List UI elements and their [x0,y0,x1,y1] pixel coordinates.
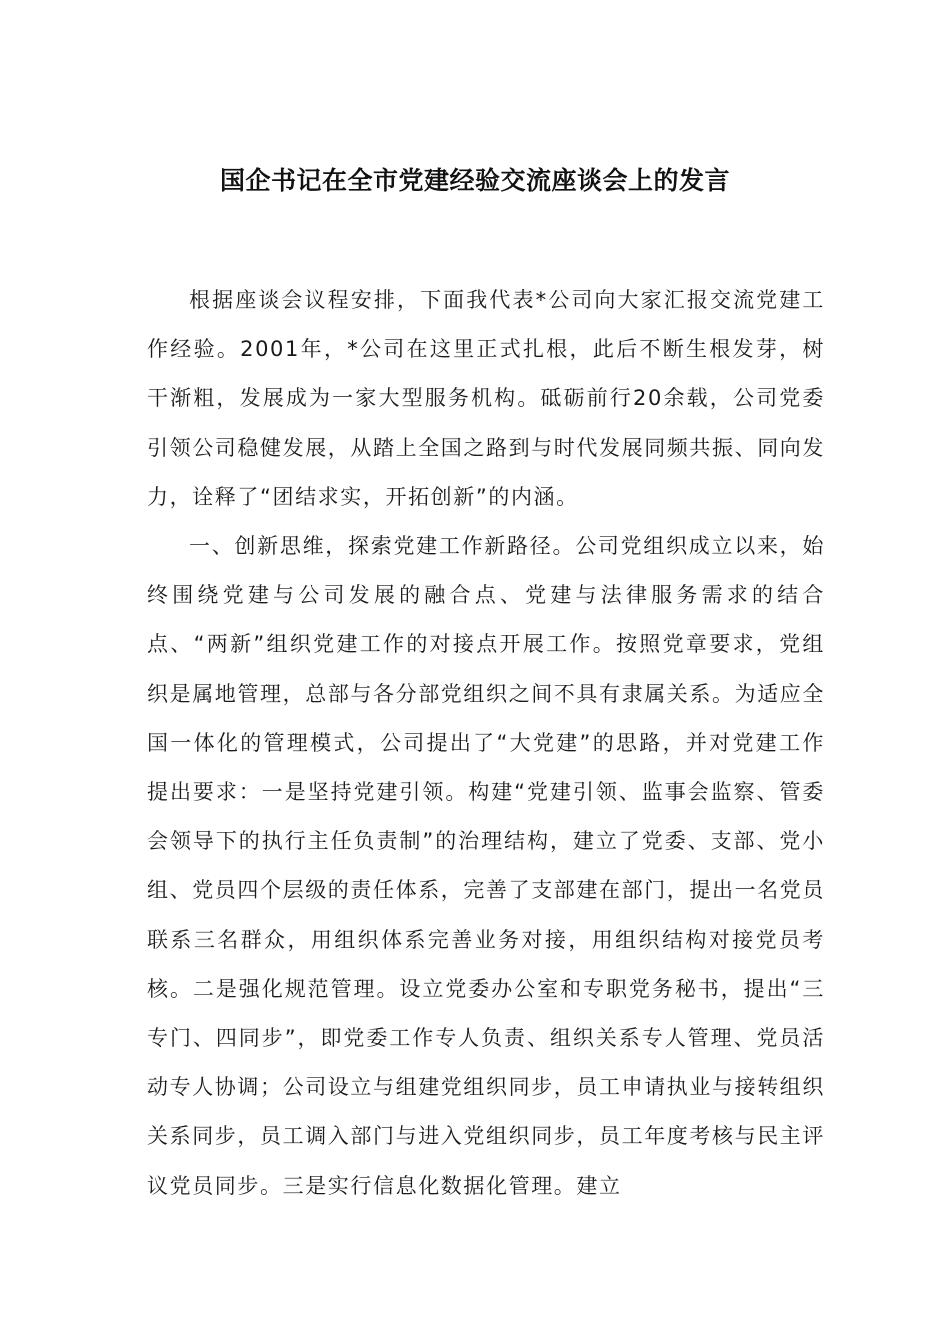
paragraph-intro: 根据座谈会议程安排，下面我代表*公司向大家汇报交流党建工作经验。2001年，*公司在这里正式扎根，此后不断生根发芽，树干渐粗，发展成为一家大型服务机构。砥砺前行20余载，公司党委引领公司稳健发展，从踏上全国之路到与时代发展同频共振、同向发力，诠释了“团结求实，开拓创新”的内涵。 [147,288,825,509]
paragraph-section-one: 一、创新思维，探索党建工作新路径。公司党组织成立以来，始终围绕党建与公司发展的融合点、党建与法律服务需求的结合点、“两新”组织党建工作的对接点开展工作。按照党章要求，党组织是属地管理，总部与各分部党组织之间不具有隶属关系。为适应全国一体化的管理模式，公司提出了“大党建”的思路，并对党建工作提出要求：一是坚持党建引领。构建“党建引领、监事会监察、管委会领导下的执行主任负责制”的治理结构，建立了党委、支部、党小组、党员四个层级的责任体系，完善了支部建在部门，提出一名党员联系三名群众，用组织体系完善业务对接，用组织结构对接党员考核。二是强化规范管理。设立党委办公室和专职党务秘书，提出“三专门、四同步”，即党委工作专人负责、组织关系专人管理、党员活动专人协调；公司设立与组建党组织同步，员工申请执业与接转组织关系同步，员工调入部门与进入党组织同步，员工年度考核与民主评议党员同步。三是实行信息化数据化管理。建立 [147,534,825,1198]
document-body [147,276,825,1211]
document-title: 国企书记在全市党建经验交流座谈会上的发言 [219,166,730,195]
